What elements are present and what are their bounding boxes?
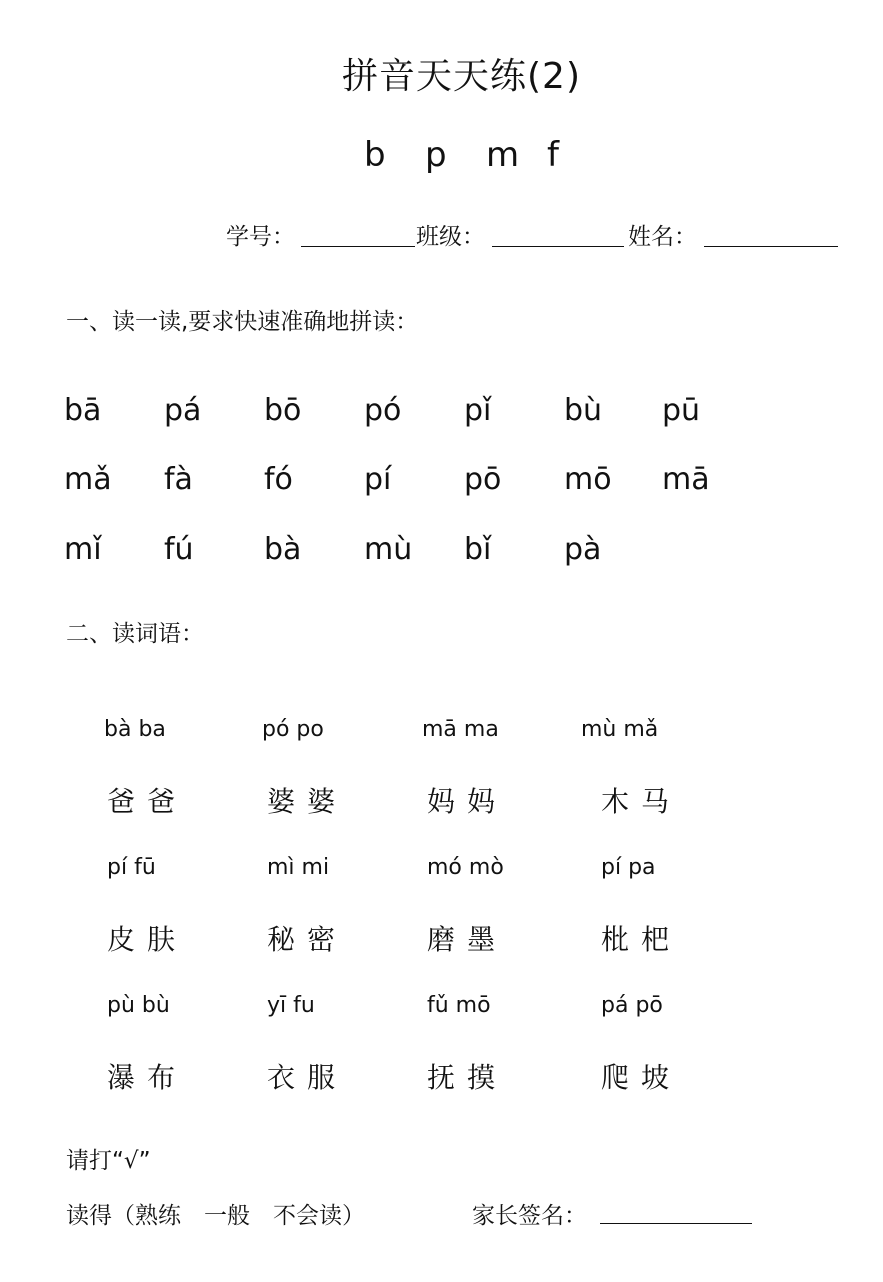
- student-no-label: 学号：: [226, 224, 295, 250]
- word-hanzi: 秘密: [267, 923, 348, 956]
- pinyin-syllable: bā: [64, 393, 102, 428]
- page-title: 拼音天天练(2): [342, 56, 581, 97]
- word-hanzi: 枇杷: [601, 923, 682, 956]
- word-pinyin: pù bù: [107, 993, 170, 1018]
- word-pinyin: mā ma: [422, 717, 499, 742]
- pinyin-syllable: mō: [564, 462, 612, 497]
- word-pinyin: bà ba: [104, 717, 166, 742]
- pinyin-syllable: fó: [264, 462, 293, 497]
- reading-level-options[interactable]: 读得（熟练 一般 不会读）: [66, 1203, 365, 1229]
- word-hanzi: 妈妈: [427, 785, 508, 818]
- pinyin-syllable: mā: [662, 462, 710, 497]
- pinyin-syllable: bà: [264, 532, 302, 567]
- word-hanzi: 婆婆: [267, 785, 348, 818]
- pinyin-syllable: mǐ: [64, 532, 102, 567]
- word-pinyin: pí fū: [107, 855, 156, 880]
- word-pinyin: fǔ mō: [427, 993, 491, 1018]
- pinyin-syllable: mǎ: [64, 462, 112, 497]
- word-pinyin: pí pa: [601, 855, 656, 880]
- word-pinyin: pó po: [262, 717, 324, 742]
- pinyin-syllable: pó: [364, 393, 402, 428]
- name-blank[interactable]: [704, 246, 838, 247]
- consonant-letter: m: [486, 135, 520, 175]
- word-pinyin: yī fu: [267, 993, 315, 1018]
- consonant-letter: f: [547, 135, 559, 175]
- name-label: 姓名：: [628, 224, 697, 250]
- pinyin-syllable: mù: [364, 532, 413, 567]
- word-hanzi: 木马: [601, 785, 682, 818]
- pinyin-syllable: pǐ: [464, 393, 492, 428]
- consonant-letter: b: [364, 135, 386, 175]
- student-no-blank[interactable]: [301, 246, 415, 247]
- pinyin-syllable: pà: [564, 532, 602, 567]
- word-pinyin: mù mǎ: [581, 717, 659, 742]
- pinyin-syllable: pū: [662, 393, 701, 428]
- pinyin-syllable: fà: [164, 462, 193, 497]
- consonant-letter: p: [425, 135, 447, 175]
- word-pinyin: mì mi: [267, 855, 330, 880]
- pinyin-syllable: bō: [264, 393, 302, 428]
- pinyin-syllable: pá: [164, 393, 202, 428]
- section1-heading: 一、读一读,要求快速准确地拼读：: [66, 309, 419, 335]
- word-hanzi: 衣服: [267, 1061, 348, 1094]
- pinyin-syllable: pí: [364, 462, 392, 497]
- word-hanzi: 爸爸: [107, 785, 188, 818]
- word-hanzi: 瀑布: [107, 1061, 188, 1094]
- class-label: 班级：: [416, 224, 485, 250]
- check-prompt: 请打“√”: [66, 1148, 151, 1174]
- word-hanzi: 磨墨: [427, 923, 508, 956]
- word-hanzi: 爬坡: [601, 1061, 682, 1094]
- word-pinyin: mó mò: [427, 855, 504, 880]
- section2-heading: 二、读词语：: [66, 621, 204, 647]
- parent-signature-blank[interactable]: [600, 1223, 752, 1224]
- pinyin-syllable: bǐ: [464, 532, 492, 567]
- pinyin-syllable: pō: [464, 462, 502, 497]
- word-hanzi: 抚摸: [427, 1061, 508, 1094]
- consonant-list: [364, 135, 608, 175]
- parent-signature-label: 家长签名：: [472, 1203, 587, 1229]
- pinyin-syllable: fú: [164, 532, 194, 567]
- class-blank[interactable]: [492, 246, 624, 247]
- word-pinyin: pá pō: [601, 993, 663, 1018]
- word-hanzi: 皮肤: [107, 923, 188, 956]
- pinyin-syllable: bù: [564, 393, 603, 428]
